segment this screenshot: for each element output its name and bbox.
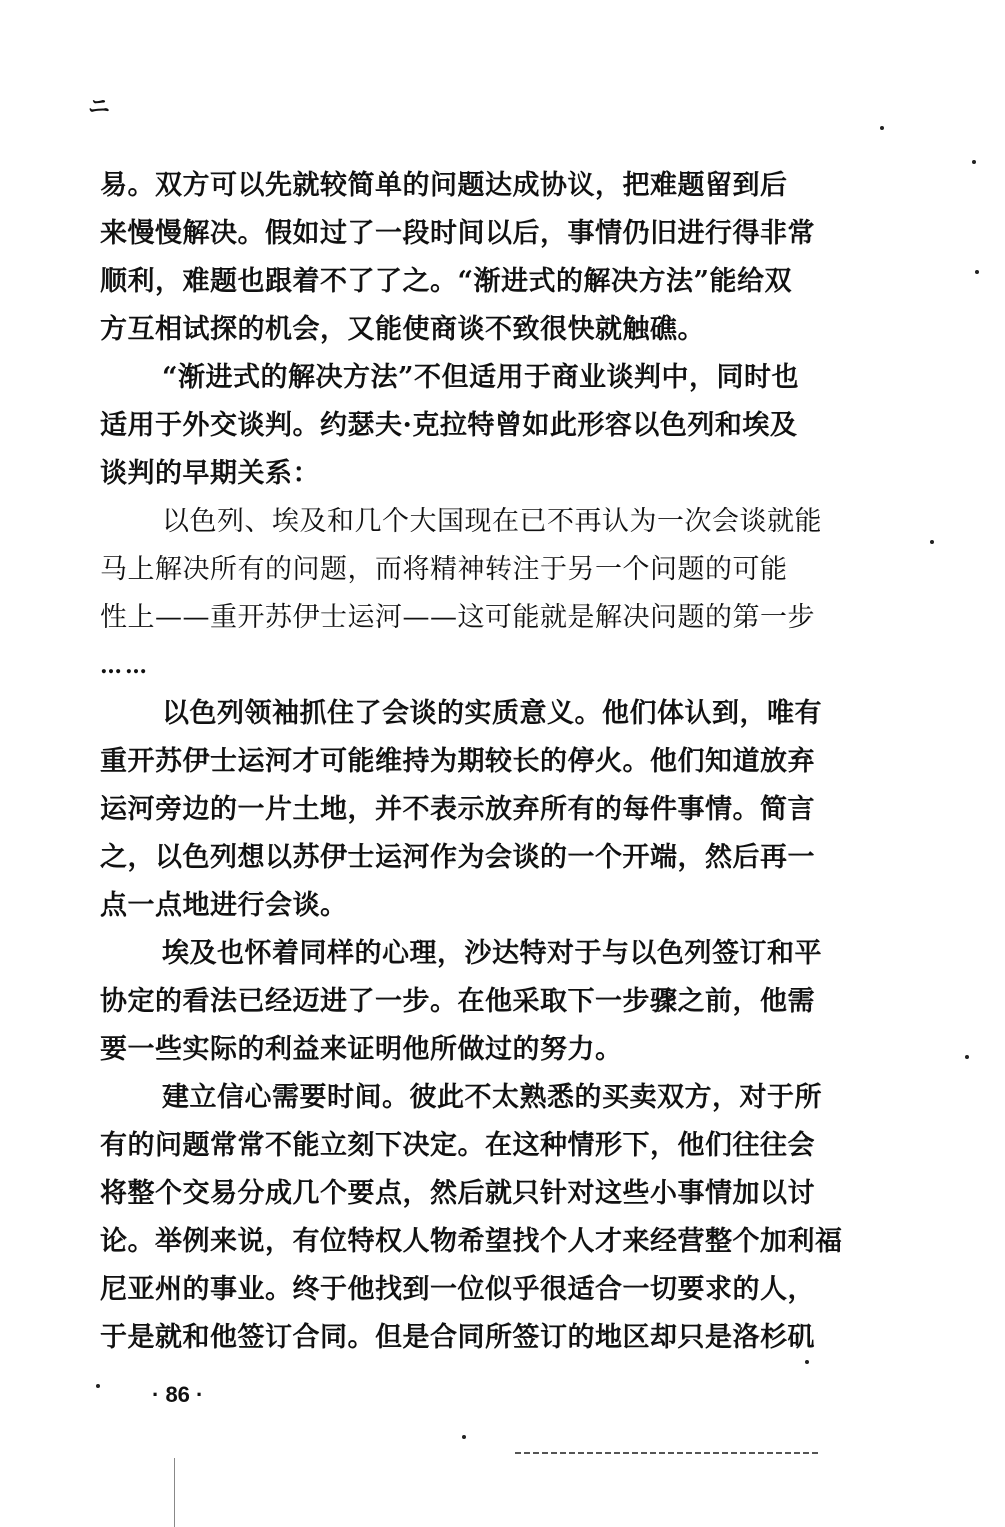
scan-speck [96, 1384, 100, 1388]
text-body [100, 162, 865, 1362]
text-line: 重开苏伊士运河才可能维持为期较长的停火。他们知道放弃 [100, 746, 815, 777]
quote-line: 马上解决所有的问题，而将精神转注于另一个问题的可能 [100, 554, 788, 585]
text-line: 于是就和他签订合同。但是合同所签订的地区却只是洛杉矶 [100, 1322, 815, 1353]
text-line: 有的问题常常不能立刻下决定。在这种情形下，他们往往会 [100, 1130, 815, 1161]
text-line: 协定的看法已经迈进了一步。在他采取下一步骤之前，他需 [100, 986, 815, 1017]
text-line: 论。举例来说，有位特权人物希望找个人才来经营整个加利福 [100, 1226, 843, 1257]
text-line: 来慢慢解决。假如过了一段时间以后，事情仍旧进行得非常 [100, 218, 815, 249]
quote-line: 性上——重开苏伊士运河——这可能就是解决问题的第一步 [100, 602, 815, 633]
text-line: 以色列领袖抓住了会谈的实质意义。他们体认到，唯有 [162, 698, 822, 729]
text-line: 运河旁边的一片土地，并不表示放弃所有的每件事情。简言 [100, 794, 815, 825]
scan-speck [975, 270, 979, 274]
text-line: 要一些实际的利益来证明他所做过的努力。 [100, 1034, 623, 1065]
paragraph [100, 930, 865, 1074]
text-line: 谈判的早期关系： [100, 458, 320, 489]
text-line: 埃及也怀着同样的心理，沙达特对于与以色列签订和平 [162, 938, 822, 969]
scan-artifact-rule [515, 1452, 820, 1454]
text-line: 建立信心需要时间。彼此不太熟悉的买卖双方，对于所 [162, 1082, 822, 1113]
text-line: “渐进式的解决方法”不但适用于商业谈判中，同时也 [162, 362, 800, 393]
page-number: · 86 · [152, 1382, 204, 1407]
text-line: 尼亚州的事业。终于他找到一位似乎很适合一切要求的人， [100, 1274, 815, 1305]
header-mark: ニ [88, 94, 111, 120]
paragraph [100, 354, 865, 498]
quote-line: 以色列、埃及和几个大国现在已不再认为一次会谈就能 [162, 506, 822, 537]
scan-speck [462, 1435, 466, 1439]
paragraph [100, 162, 865, 354]
text-line: 点一点地进行会谈。 [100, 890, 348, 921]
text-line: 方互相试探的机会，又能使商谈不致很快就触礁。 [100, 314, 705, 345]
quote-ellipsis: …… [100, 653, 150, 679]
scan-artifact-edge [174, 1458, 175, 1527]
text-line: 之，以色列想以苏伊士运河作为会谈的一个开端，然后再一 [100, 842, 815, 873]
text-line: 易。双方可以先就较简单的问题达成协议，把难题留到后 [100, 170, 788, 201]
scan-speck [805, 1360, 809, 1364]
scan-speck [972, 160, 976, 164]
text-line: 顺利，难题也跟着不了了之。“渐进式的解决方法”能给双 [100, 266, 793, 297]
block-quote [100, 498, 865, 690]
scan-speck [880, 126, 884, 130]
paragraph [100, 1074, 865, 1362]
scan-speck [930, 540, 934, 544]
paragraph [100, 690, 865, 930]
text-line: 适用于外交谈判。约瑟夫·克拉特曾如此形容以色列和埃及 [100, 410, 798, 441]
text-line: 将整个交易分成几个要点，然后就只针对这些小事情加以讨 [100, 1178, 815, 1209]
scan-speck [965, 1055, 969, 1059]
